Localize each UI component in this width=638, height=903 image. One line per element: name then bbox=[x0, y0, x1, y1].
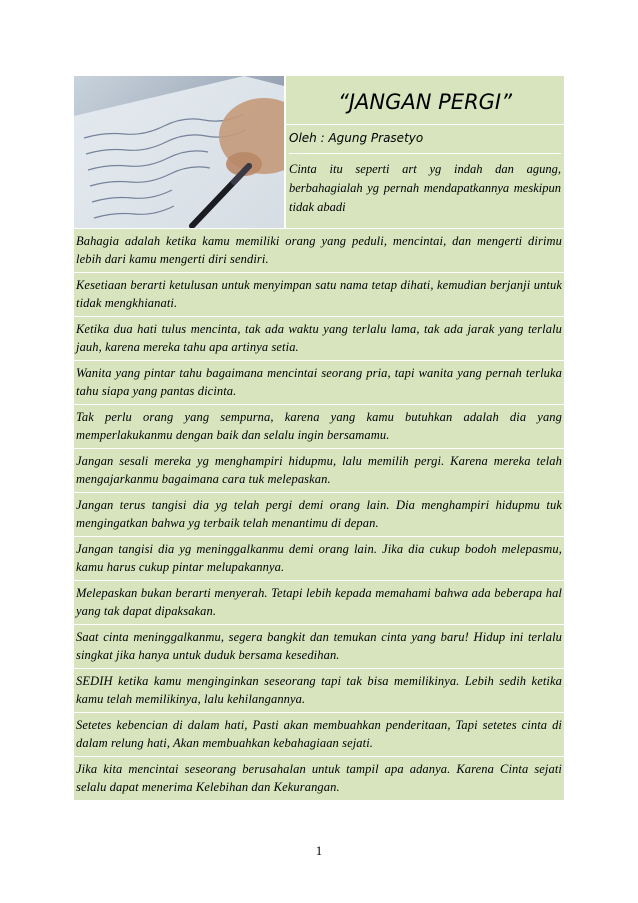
writing-hand-photo bbox=[74, 76, 284, 228]
paragraph: Wanita yang pintar tahu bagaimana mencintai seorang pria, tapi wanita yang pernah terluka tahu siapa yang pantas dicinta. bbox=[74, 360, 564, 404]
paragraph: Jangan terus tangisi dia yg telah pergi demi orang lain. Dia menghampiri hidupmu tuk mengingatkan bahwa yg terbaik telah menantimu di depan. bbox=[74, 492, 564, 536]
paragraph: SEDIH ketika kamu menginginkan seseorang tapi tak bisa memilikinya. Lebih sedih ketika kamu telah memilikinya, lalu kehilangannya. bbox=[74, 668, 564, 712]
paragraph: Kesetiaan berarti ketulusan untuk menyimpan satu nama tetap dihati, kemudian berjanji untuk tidak mengkhianati. bbox=[74, 272, 564, 316]
paragraph: Ketika dua hati tulus mencinta, tak ada waktu yang terlalu lama, tak ada jarak yang terlalu jauh, karena mereka tahu apa artinya setia. bbox=[74, 316, 564, 360]
paragraph: Jangan tangisi dia yg meninggalkanmu demi orang lain. Jika dia cukup bodoh melepasmu, kamu harus cukup pintar melupakannya. bbox=[74, 536, 564, 580]
author-line: Oleh : Agung Prasetyo bbox=[289, 125, 561, 154]
intro-quote: Cinta itu seperti art yg indah dan agung, berbahagialah yg pernah mendapatkannya meskipun tidak abadi bbox=[289, 162, 561, 214]
paragraph: Tak perlu orang yang sempurna, karena yang kamu butuhkan adalah dia yang memperlakukanmu dengan baik dan selalu ingin bersamamu. bbox=[74, 404, 564, 448]
paragraph: Setetes kebencian di dalam hati, Pasti akan membuahkan penderitaan, Tapi setetes cinta di dalam relung hati, Akan membuahkan kebahagiaan sejati. bbox=[74, 712, 564, 756]
paragraph: Jika kita mencintai seseorang berusahalan untuk tampil apa adanya. Karena Cinta sejati selalu dapat menerima Kelebihan dan Kekurangan. bbox=[74, 756, 564, 800]
paragraph: Jangan sesali mereka yg menghampiri hidupmu, lalu memilih pergi. Karena mereka telah mengajarkanmu bagaimana cara tuk melepaskan. bbox=[74, 448, 564, 492]
title-block bbox=[286, 76, 564, 228]
paragraph: Melepaskan bukan berarti menyerah. Tetapi lebih kepada memahami bahwa ada beberapa hal yang tak dapat dipaksakan. bbox=[74, 580, 564, 624]
paragraph: Bahagia adalah ketika kamu memiliki orang yang peduli, mencintai, dan mengerti dirimu lebih dari kamu mengerti diri sendiri. bbox=[74, 228, 564, 272]
page-number: 1 bbox=[315, 843, 323, 858]
paragraph-list bbox=[74, 228, 564, 800]
paragraph: Saat cinta meninggalkanmu, segera bangkit dan temukan cinta yang baru! Hidup ini terlalu singkat jika hanya untuk duduk bersama kesedihan. bbox=[74, 624, 564, 668]
page-title: “JANGAN PERGI” bbox=[286, 80, 564, 125]
